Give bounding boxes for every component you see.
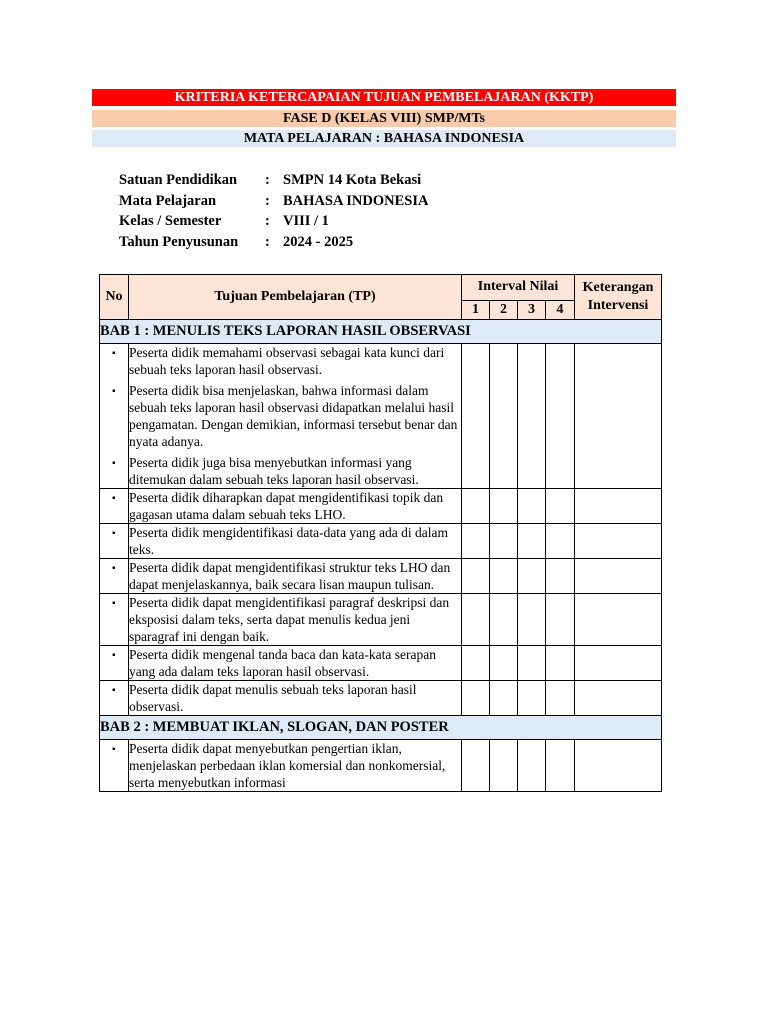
info-colon: : xyxy=(265,192,270,209)
info-value: VIII / 1 xyxy=(283,213,329,230)
score-cell-2[interactable] xyxy=(490,489,518,524)
score-cell-1[interactable] xyxy=(462,681,490,716)
keterangan-cell[interactable] xyxy=(575,681,662,716)
bullet-icon: ▪ xyxy=(112,685,116,696)
section-header-bab2: BAB 2 : MEMBUAT IKLAN, SLOGAN, DAN POSTER xyxy=(100,716,662,740)
score-cell-4[interactable] xyxy=(546,344,575,489)
keterangan-cell[interactable] xyxy=(575,646,662,681)
table-row xyxy=(100,646,662,681)
tp-cell xyxy=(112,524,462,559)
table-row xyxy=(100,681,662,716)
tp-cell xyxy=(112,344,462,489)
tp-list xyxy=(112,344,461,488)
tp-text: Peserta didik juga bisa menyebutkan informasi yang ditemukan dalam sebuah teks laporan hasil observasi. xyxy=(129,455,419,487)
column-header-no: No xyxy=(100,275,129,320)
bullet-icon: ▪ xyxy=(112,528,116,539)
score-cell-3[interactable] xyxy=(518,646,546,681)
tp-list xyxy=(112,524,461,558)
score-cell-1[interactable] xyxy=(462,344,490,489)
info-row-tahun xyxy=(119,232,428,253)
tp-text: Peserta didik dapat menulis sebuah teks laporan hasil observasi. xyxy=(129,682,417,714)
tp-cell xyxy=(112,646,462,681)
table-row xyxy=(100,344,662,489)
column-header-keterangan: Keterangan Intervensi xyxy=(575,275,662,320)
score-cell-4[interactable] xyxy=(546,559,575,594)
tp-item xyxy=(112,382,461,450)
score-cell-3[interactable] xyxy=(518,740,546,792)
tp-text: Peserta didik mengenal tanda baca dan kata-kata serapan yang ada dalam teks laporan hasil observasi. xyxy=(129,647,436,679)
bullet-icon: ▪ xyxy=(112,650,116,661)
info-colon: : xyxy=(265,172,270,188)
info-value: SMPN 14 Kota Bekasi xyxy=(283,172,422,188)
bullet-icon: ▪ xyxy=(112,348,116,359)
tp-cell xyxy=(112,594,462,646)
tp-text: Peserta didik dapat mengidentifikasi struktur teks LHO dan dapat menjelaskannya, baik secara lisan maupun tulisan. xyxy=(129,560,451,592)
score-cell-3[interactable] xyxy=(518,559,546,594)
info-label: Kelas / Semester xyxy=(119,213,222,230)
tp-cell xyxy=(112,740,462,792)
tp-list xyxy=(112,489,461,523)
keterangan-cell[interactable] xyxy=(575,489,662,524)
identity-block xyxy=(119,170,428,253)
score-cell-1[interactable] xyxy=(462,559,490,594)
score-cell-4[interactable] xyxy=(546,646,575,681)
score-cell-1[interactable] xyxy=(462,524,490,559)
table-row xyxy=(100,740,662,792)
score-cell-1[interactable] xyxy=(462,489,490,524)
tp-text: Peserta didik mengidentifikasi data-data yang ada di dalam teks. xyxy=(129,525,449,557)
info-label: Mata Pelajaran xyxy=(119,192,217,209)
keterangan-cell[interactable] xyxy=(575,524,662,559)
score-cell-1[interactable] xyxy=(462,594,490,646)
keterangan-cell[interactable] xyxy=(575,344,662,489)
interval-3: 3 xyxy=(518,300,546,319)
column-header-interval: Interval Nilai xyxy=(462,275,575,301)
tp-list xyxy=(112,594,461,645)
tp-text: Peserta didik memahami observasi sebagai kata kunci dari sebuah teks laporan hasil observasi. xyxy=(129,345,445,377)
score-cell-4[interactable] xyxy=(546,524,575,559)
score-cell-4[interactable] xyxy=(546,740,575,792)
tp-text: Peserta didik diharapkan dapat mengidentifikasi topik dan gagasan utama dalam sebuah teks LHO. xyxy=(129,490,444,522)
score-cell-2[interactable] xyxy=(490,740,518,792)
keterangan-cell[interactable] xyxy=(575,559,662,594)
tp-item xyxy=(112,646,461,680)
kktp-table xyxy=(99,274,662,792)
tp-item xyxy=(112,489,461,523)
interval-4: 4 xyxy=(546,300,575,319)
score-cell-2[interactable] xyxy=(490,646,518,681)
score-cell-2[interactable] xyxy=(490,344,518,489)
score-cell-3[interactable] xyxy=(518,594,546,646)
score-cell-2[interactable] xyxy=(490,559,518,594)
section-header-bab1: BAB 1 : MENULIS TEKS LAPORAN HASIL OBSERVASI xyxy=(100,320,662,344)
info-value: BAHASA INDONESIA xyxy=(283,192,429,209)
tp-list xyxy=(112,740,461,791)
info-label: Tahun Penyusunan xyxy=(119,234,239,251)
info-colon: : xyxy=(265,234,270,251)
table-row xyxy=(100,489,662,524)
info-colon: : xyxy=(265,213,270,230)
tp-list xyxy=(112,646,461,680)
table-row xyxy=(100,559,662,594)
tp-item xyxy=(112,594,461,645)
tp-item xyxy=(112,740,461,791)
tp-list xyxy=(112,681,461,715)
tp-item xyxy=(112,344,461,378)
tp-list xyxy=(112,559,461,593)
bullet-icon: ▪ xyxy=(112,458,116,469)
score-cell-3[interactable] xyxy=(518,524,546,559)
info-row-mapel xyxy=(119,191,428,212)
score-cell-1[interactable] xyxy=(462,740,490,792)
score-cell-4[interactable] xyxy=(546,489,575,524)
score-cell-2[interactable] xyxy=(490,594,518,646)
bullet-icon: ▪ xyxy=(112,744,116,755)
interval-2: 2 xyxy=(490,300,518,319)
score-cell-3[interactable] xyxy=(518,489,546,524)
score-cell-2[interactable] xyxy=(490,524,518,559)
bullet-icon: ▪ xyxy=(112,598,116,609)
tp-item xyxy=(112,559,461,593)
bullet-icon: ▪ xyxy=(112,493,116,504)
tp-item xyxy=(112,681,461,715)
tp-cell xyxy=(112,559,462,594)
tp-text: Peserta didik dapat mengidentifikasi paragraf deskripsi dan eksposisi dalam teks, serta dapat menulis kedua jeni sparagraf ini dengan baik. xyxy=(129,595,450,644)
tp-cell xyxy=(112,489,462,524)
info-label: Satuan Pendidikan xyxy=(119,172,238,188)
tp-text: Peserta didik dapat menyebutkan pengertian iklan, menjelaskan perbedaan iklan komersial dan nonkomersial, serta menyebutkan informasi xyxy=(129,741,446,790)
phase-banner: FASE D (KELAS VIII) SMP/MTs xyxy=(92,110,676,127)
keterangan-cell[interactable] xyxy=(575,740,662,792)
score-cell-1[interactable] xyxy=(462,646,490,681)
info-row-kelas xyxy=(119,211,428,232)
score-cell-4[interactable] xyxy=(546,594,575,646)
bullet-icon: ▪ xyxy=(112,563,116,574)
tp-item xyxy=(112,454,461,488)
score-cell-4[interactable] xyxy=(546,681,575,716)
column-header-tp: Tujuan Pembelajaran (TP) xyxy=(129,275,462,320)
interval-1: 1 xyxy=(462,300,490,319)
table-row xyxy=(100,594,662,646)
score-cell-3[interactable] xyxy=(518,344,546,489)
subject-banner: MATA PELAJARAN : BAHASA INDONESIA xyxy=(92,130,676,147)
table-row xyxy=(100,524,662,559)
document-title: KRITERIA KETERCAPAIAN TUJUAN PEMBELAJARAN (KKTP) xyxy=(92,89,676,106)
info-row-satuan xyxy=(119,170,428,191)
tp-text: Peserta didik bisa menjelaskan, bahwa informasi dalam sebuah teks laporan hasil observasi didapatkan melalui hasil pengamatan. Dengan demikian, informasi tersebut benar dan nyata adanya. xyxy=(129,383,458,449)
info-value: 2024 - 2025 xyxy=(283,234,354,251)
score-cell-2[interactable] xyxy=(490,681,518,716)
keterangan-cell[interactable] xyxy=(575,594,662,646)
tp-item xyxy=(112,524,461,558)
bullet-icon: ▪ xyxy=(112,386,116,397)
tp-cell xyxy=(112,681,462,716)
score-cell-3[interactable] xyxy=(518,681,546,716)
